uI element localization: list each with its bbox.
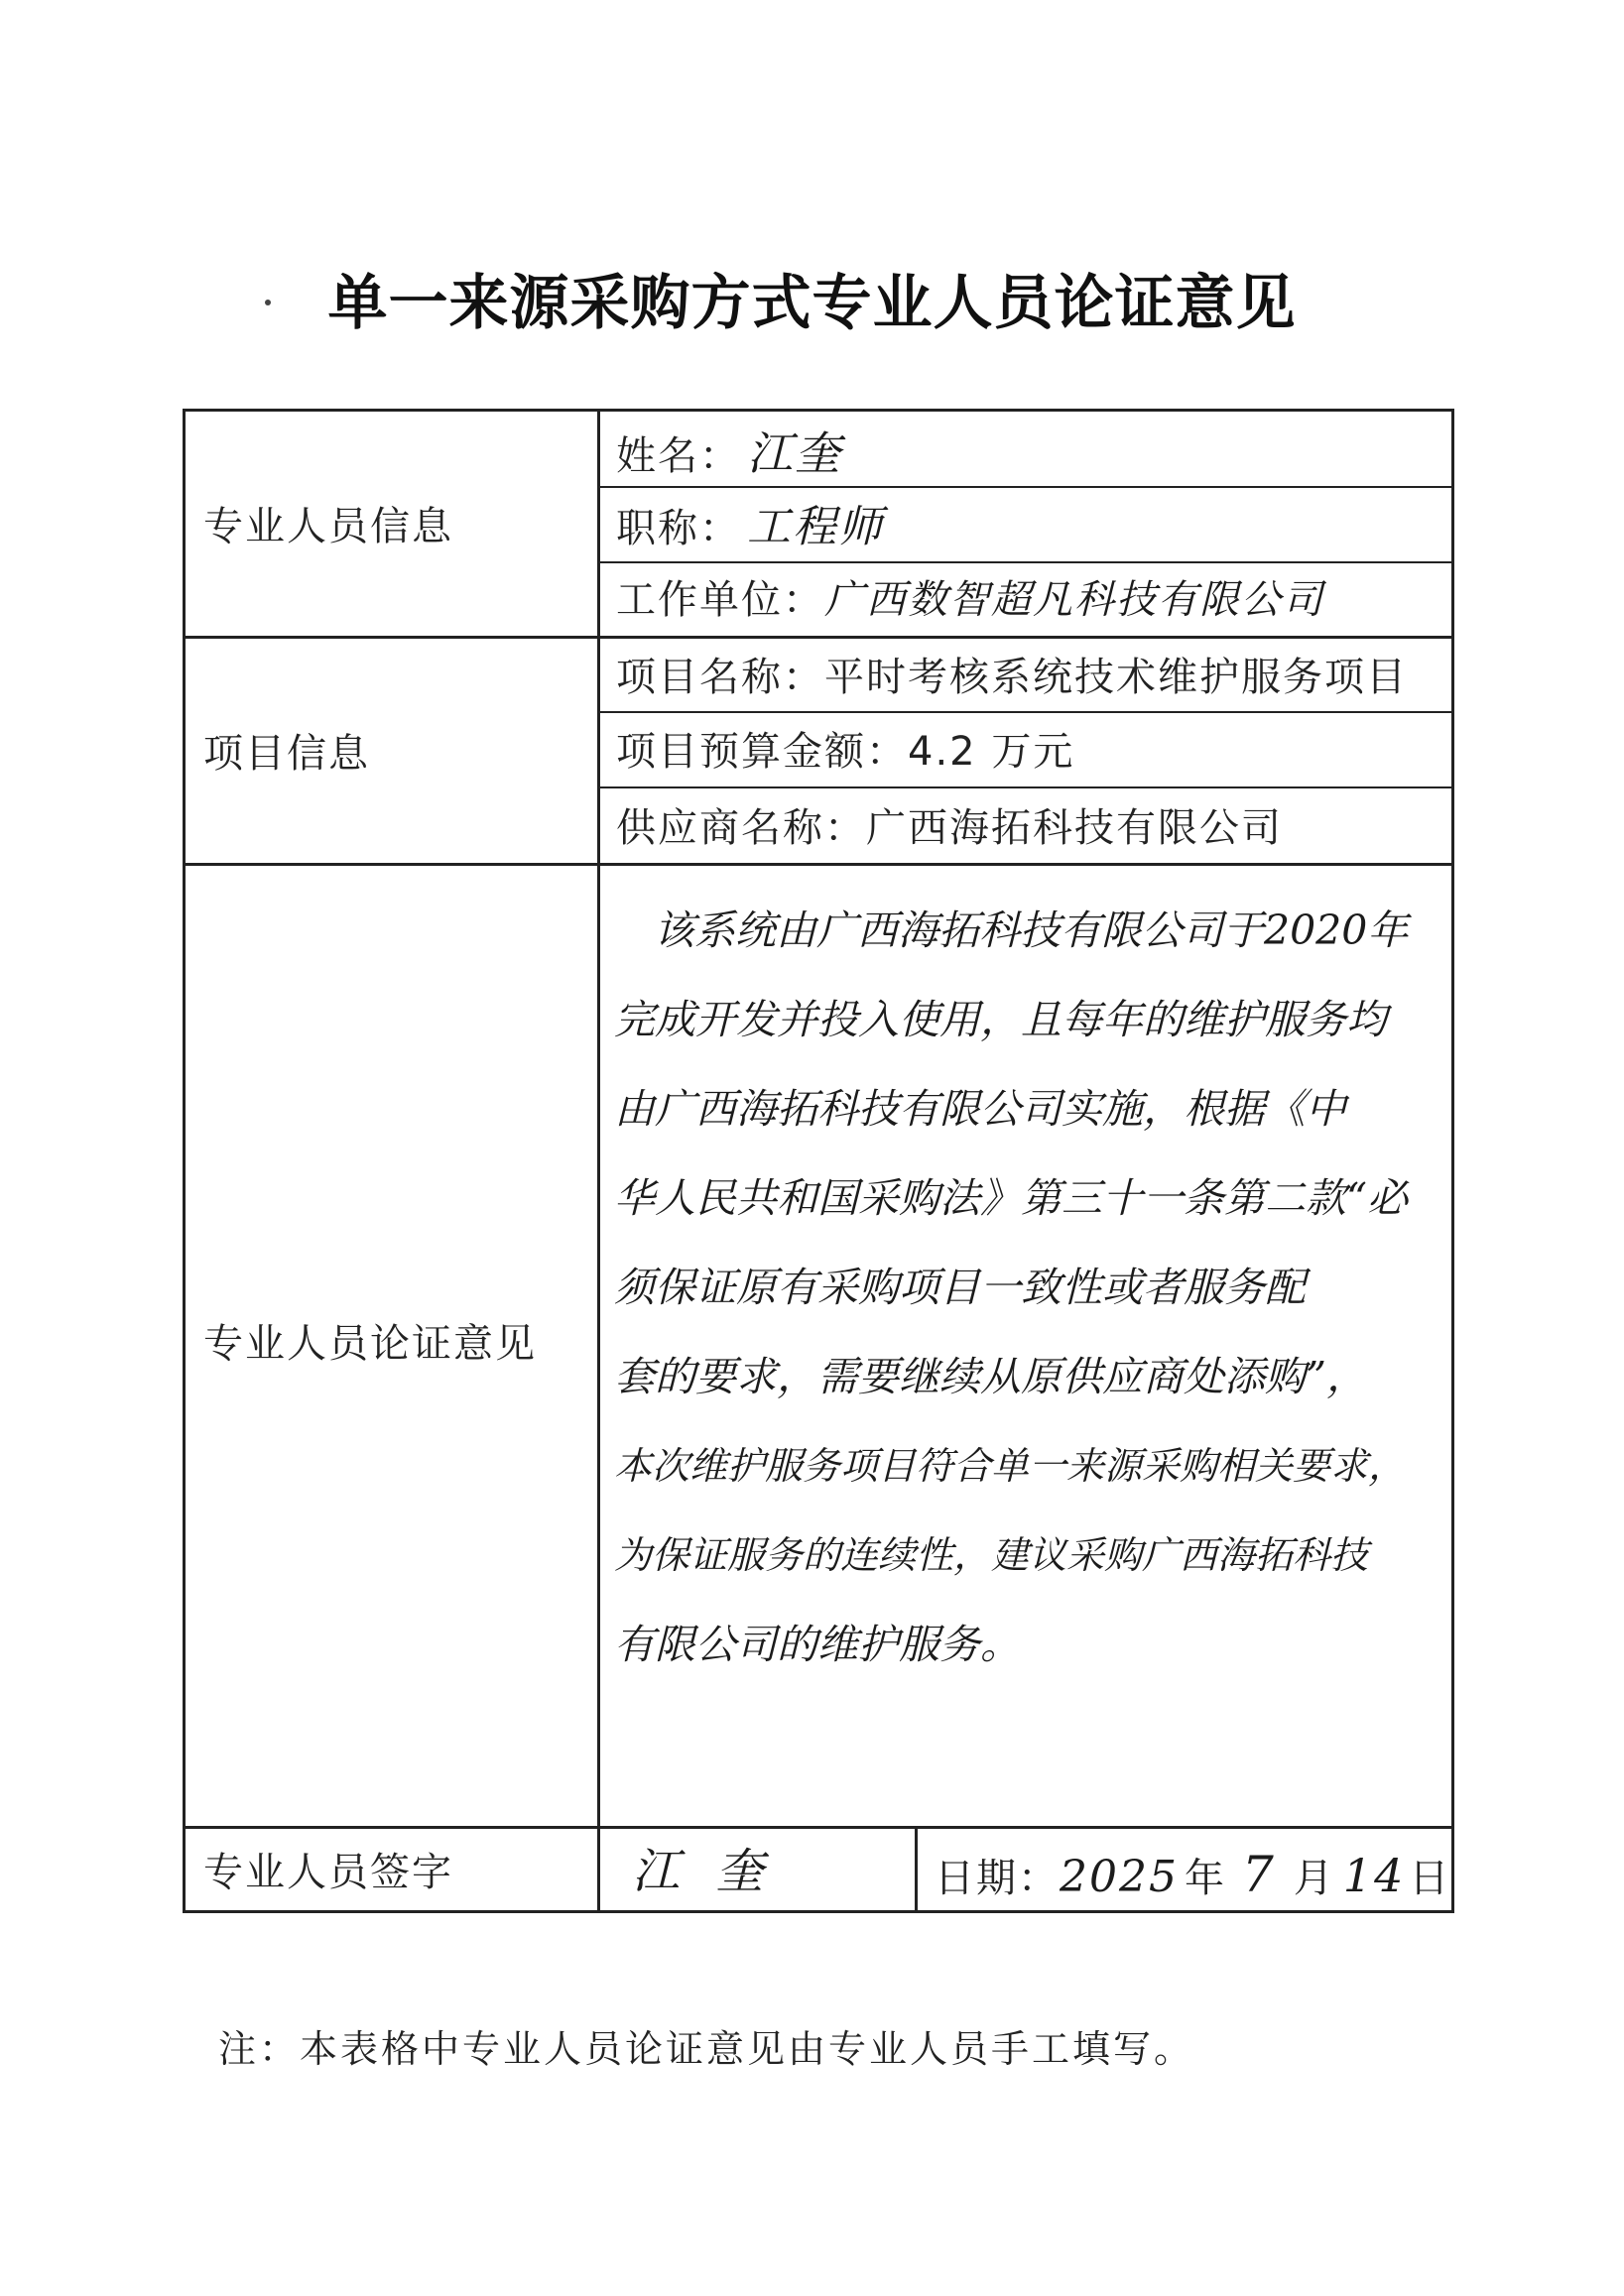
- opinion-line: 为保证服务的连续性，建议采购广西海拓科技: [614, 1533, 1369, 1577]
- project-name-row: [616, 655, 1408, 700]
- section-divider: [186, 636, 1454, 639]
- opinion-text: [614, 886, 1443, 1689]
- opinion-line: 完成开发并投入使用，且每年的维护服务均: [614, 996, 1387, 1043]
- opinion-line: 华人民共和国采购法》第三十一条第二款“必: [614, 1174, 1408, 1222]
- date-day: 14: [1342, 1849, 1406, 1902]
- date-year-unit: 年: [1184, 1856, 1226, 1901]
- employer-value: 广西数智超凡科技有限公司: [824, 577, 1324, 623]
- form-table: [183, 409, 1454, 1913]
- personnel-info-label: 专业人员信息: [203, 504, 453, 549]
- date-month: 7: [1241, 1846, 1276, 1903]
- budget-row: [616, 729, 1075, 775]
- name-value: 江奎: [747, 426, 842, 480]
- supplier-row: [616, 805, 1283, 851]
- job-title-value: 工程师: [747, 502, 884, 552]
- project-info-label: 项目信息: [203, 731, 370, 777]
- opinion-line: 有限公司的维护服务。: [614, 1621, 1021, 1668]
- job-title-row: [616, 502, 884, 552]
- section-divider: [186, 1826, 1454, 1829]
- budget-label: 项目预算金额：: [616, 729, 908, 775]
- supplier-value: 广西海拓科技有限公司: [866, 805, 1283, 851]
- date-day-unit: 日: [1409, 1856, 1451, 1901]
- opinion-line: 由广西海拓科技有限公司实施，根据《中: [614, 1085, 1346, 1133]
- signature-label: 专业人员签字: [203, 1850, 453, 1895]
- employer-row: [616, 577, 1324, 623]
- job-title-label: 职称：: [616, 506, 741, 551]
- footnote: 注：本表格中专业人员论证意见由专业人员手工填写。: [218, 2027, 1195, 2071]
- date-month-unit: 月: [1293, 1856, 1335, 1901]
- signer-signature: 江 奎: [632, 1844, 766, 1899]
- row-divider: [597, 711, 1454, 713]
- budget-value: 4.2 万元: [908, 729, 1075, 775]
- employer-label: 工作单位：: [616, 577, 824, 623]
- date-field: [935, 1846, 1451, 1903]
- project-name-label: 项目名称：: [616, 655, 824, 700]
- date-year: 2025: [1060, 1852, 1179, 1902]
- page-title: 单一来源采购方式专业人员论证意见: [327, 269, 1297, 338]
- row-divider: [597, 561, 1454, 563]
- section-divider: [186, 863, 1454, 866]
- project-name-value: 平时考核系统技术维护服务项目: [824, 655, 1408, 700]
- name-row: [616, 426, 842, 480]
- row-divider: [597, 486, 1454, 488]
- opinion-line: 该系统由广西海拓科技有限公司于2020年: [654, 906, 1409, 954]
- opinion-label: 专业人员论证意见: [203, 1321, 537, 1367]
- opinion-line: 须保证原有采购项目一致性或者服务配: [614, 1264, 1306, 1311]
- opinion-line: 本次维护服务项目符合单一来源采购相关要求，: [614, 1444, 1407, 1488]
- name-label: 姓名：: [616, 433, 741, 479]
- date-label: 日期：: [935, 1856, 1060, 1901]
- supplier-label: 供应商名称：: [616, 805, 866, 851]
- opinion-line: 套的要求，需要继续从原供应商处添购”，: [614, 1353, 1367, 1400]
- signature-divider: [915, 1829, 918, 1910]
- row-divider: [597, 786, 1454, 788]
